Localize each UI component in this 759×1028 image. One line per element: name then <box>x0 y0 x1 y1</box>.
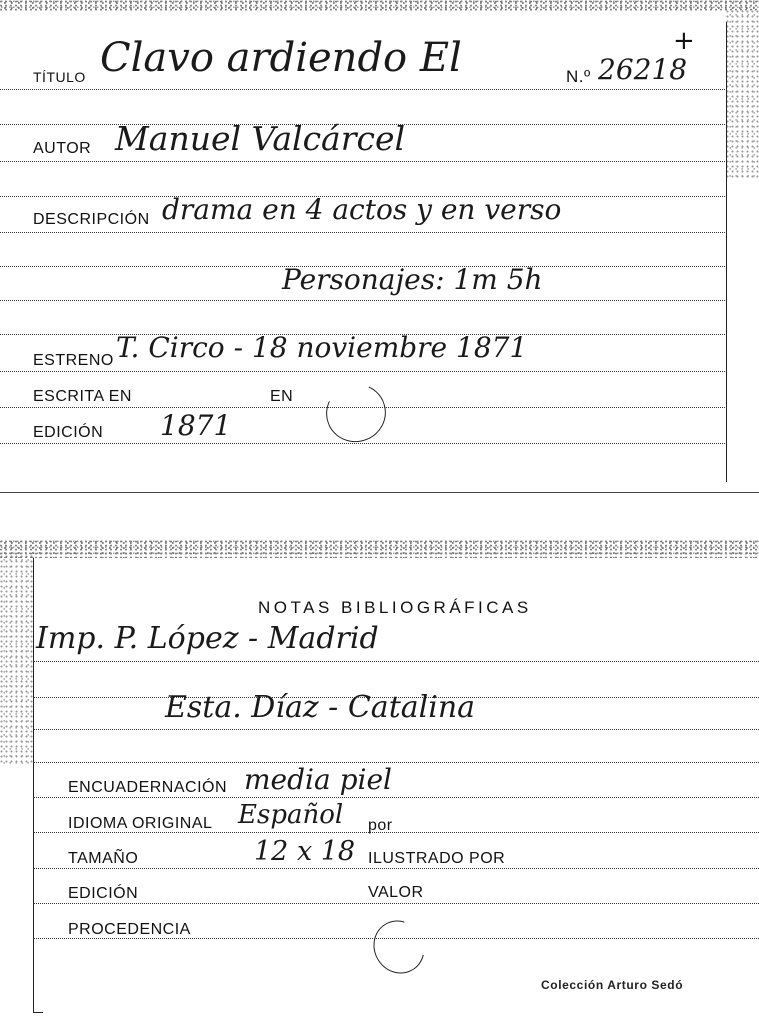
encuadernacion-label: ENCUADERNACIÓN <box>68 779 228 796</box>
descripcion-value: drama en 4 actos y en verso <box>162 193 562 226</box>
titulo-label: TÍTULO <box>33 69 86 85</box>
ilustrado-por-label: ILUSTRADO POR <box>368 850 506 867</box>
ruled-line <box>0 443 727 444</box>
tamano-label: TAMAÑO <box>68 850 139 867</box>
autor-label: AUTOR <box>33 140 92 157</box>
titulo-value: Clavo ardiendo El <box>100 35 462 81</box>
deceased-cross-mark: + <box>673 26 695 56</box>
valor-label: VALOR <box>368 884 424 901</box>
ruled-line <box>33 661 759 662</box>
top-card-right-border <box>726 22 727 482</box>
ruled-line <box>33 762 759 763</box>
edicion-label-bottom: EDICIÓN <box>68 885 139 902</box>
ruled-line <box>0 371 727 372</box>
numero-value: 26218 <box>598 53 688 86</box>
edicion-label: EDICIÓN <box>33 424 104 441</box>
ruled-line <box>0 300 727 301</box>
top-card-bottom-edge <box>0 492 759 493</box>
edicion-value: 1871 <box>160 409 232 442</box>
por-label: por <box>368 817 393 834</box>
personajes-value: Personajes: 1m 5h <box>282 263 543 296</box>
imprenta-value: Imp. P. López - Madrid <box>36 621 379 656</box>
notas-bibliograficas-title: NOTAS BIBLIOGRÁFICAS <box>258 598 532 617</box>
tamano-value: 12 x 18 <box>254 836 356 867</box>
ruled-line <box>33 868 759 869</box>
ruled-line <box>33 797 759 798</box>
stamp-circle <box>364 911 434 983</box>
autor-value: Manuel Valcárcel <box>115 119 406 158</box>
encuadernacion-value: media piel <box>244 763 392 796</box>
ruled-line <box>33 832 759 833</box>
top-catalog-card <box>0 0 759 500</box>
descripcion-label: DESCRIPCIÓN <box>33 211 150 228</box>
en-label: EN <box>270 388 294 405</box>
coleccion-credit: Colección Arturo Sedó <box>541 978 684 992</box>
estreno-value: T. Circo - 18 noviembre 1871 <box>116 331 528 364</box>
ruled-line <box>0 89 727 90</box>
idioma-original-label: IDIOMA ORIGINAL <box>68 815 213 832</box>
bottom-card-bottom-edge <box>33 1012 43 1013</box>
numero-label: N.º <box>566 67 591 86</box>
ruled-line <box>33 729 759 730</box>
ruled-line <box>0 232 727 233</box>
ruled-line <box>0 161 727 162</box>
estante-value: Esta. Díaz - Catalina <box>165 690 476 725</box>
bottom-catalog-card <box>0 540 759 1028</box>
bottom-card-left-border <box>33 558 34 1013</box>
idioma-value: Español <box>238 800 344 830</box>
ruled-line <box>33 903 759 904</box>
estreno-label: ESTRENO <box>33 352 114 369</box>
procedencia-label: PROCEDENCIA <box>68 921 191 938</box>
escrita-en-label: ESCRITA EN <box>33 388 132 405</box>
stamp-circle <box>318 375 394 450</box>
